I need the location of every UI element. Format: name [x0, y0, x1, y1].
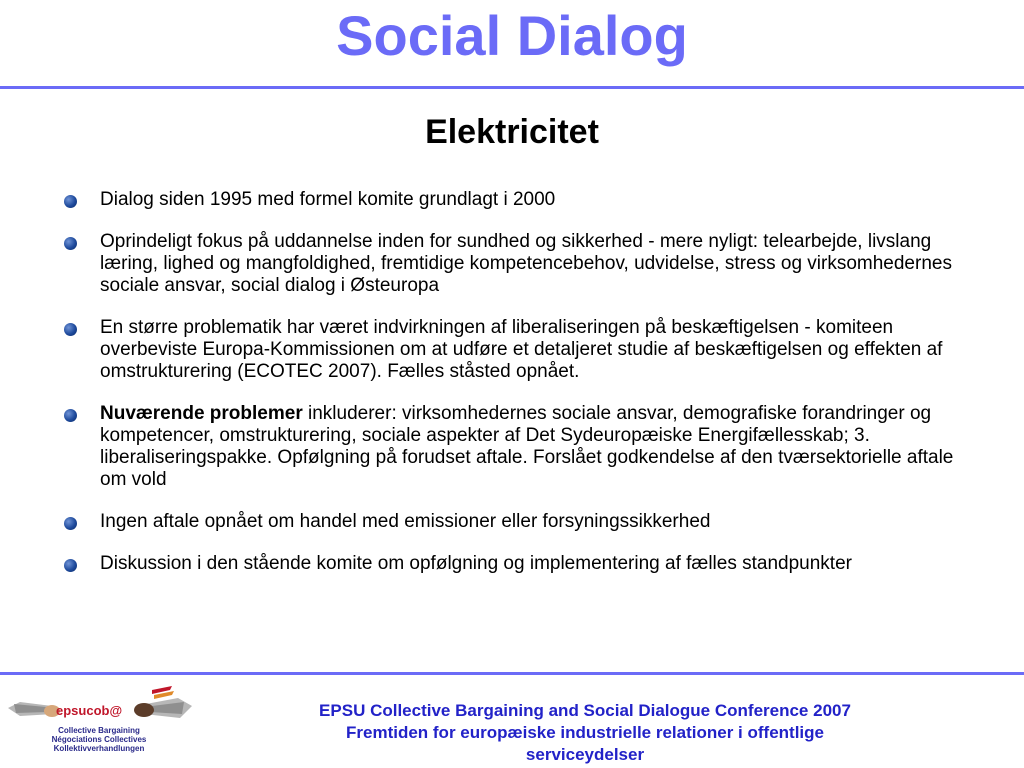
- bullet-bold-lead: Nuværende problemer: [100, 403, 303, 424]
- bullet-dot-icon: [64, 409, 77, 422]
- logo-tagline: Kollektivverhandlungen: [53, 744, 145, 753]
- footer-line: EPSU Collective Bargaining and Social Dialogue Conference 2007: [319, 701, 851, 720]
- bullet-item: [60, 189, 970, 211]
- bullet-item: [60, 553, 970, 575]
- bullet-text: inkluderer: virksomhedernes sociale ansvar, demografiske forandringer og kompetencer, omstrukturering, sociale aspekter af Det Sydeuropæiske Energifællesskab; 3. liberaliseringspakke. Opfølgning på forudset aftale. Forslået godkendelse af den tværsektorielle aftale om vold: [100, 403, 954, 490]
- bullet-item: [60, 511, 970, 533]
- bullet-item: [60, 317, 970, 383]
- bullet-dot-icon: [64, 237, 77, 250]
- logo-tagline: Négociations Collectives: [51, 735, 147, 744]
- top-divider: [0, 86, 1024, 89]
- slide-title: Social Dialog: [336, 4, 688, 67]
- bullet-item: [60, 231, 970, 297]
- logo-tagline: Collective Bargaining: [58, 726, 140, 735]
- bottom-divider: [0, 672, 1024, 675]
- bullet-text: Dialog siden 1995 med formel komite grundlagt i 2000: [100, 189, 556, 210]
- bullet-list: [60, 189, 970, 595]
- bullet-dot-icon: [64, 517, 77, 530]
- bullet-text: Diskussion i den stående komite om opfølgning og implementering af fælles standpunkter: [100, 553, 852, 574]
- bullet-text: Oprindeligt fokus på uddannelse inden for sundhed og sikkerhed - mere nyligt: telearbejde, livslang læring, lighed og mangfoldighed, fremtidige kompetencebehov, udvidelse, stress og virksomhedernes sociale ansvar, social dialog i Østeuropa: [100, 231, 952, 296]
- bullet-text: Ingen aftale opnået om handel med emissioner eller forsyningssikkerhed: [100, 511, 711, 532]
- footer-line: Fremtiden for europæiske industrielle relationer i offentlige: [346, 723, 824, 742]
- bullet-item: [60, 403, 970, 491]
- bullet-text: En større problematik har været indvirkningen af liberaliseringen på beskæftigelsen - komiteen overbeviste Europa-Kommissionen om at udføre et detaljeret studie af beskæftigelsen og effekten af omstrukturering (ECOTEC 2007). Fælles ståsted opnået.: [100, 317, 943, 382]
- epsucoba-logo: [6, 682, 192, 766]
- bullet-dot-icon: [64, 559, 77, 572]
- slide-subtitle: Elektricitet: [425, 113, 599, 151]
- footer-conference-text: [250, 700, 920, 766]
- footer-line: serviceydelser: [525, 745, 645, 764]
- bullet-dot-icon: [64, 195, 77, 208]
- logo-brand: epsucob@: [56, 703, 123, 718]
- bullet-dot-icon: [64, 323, 77, 336]
